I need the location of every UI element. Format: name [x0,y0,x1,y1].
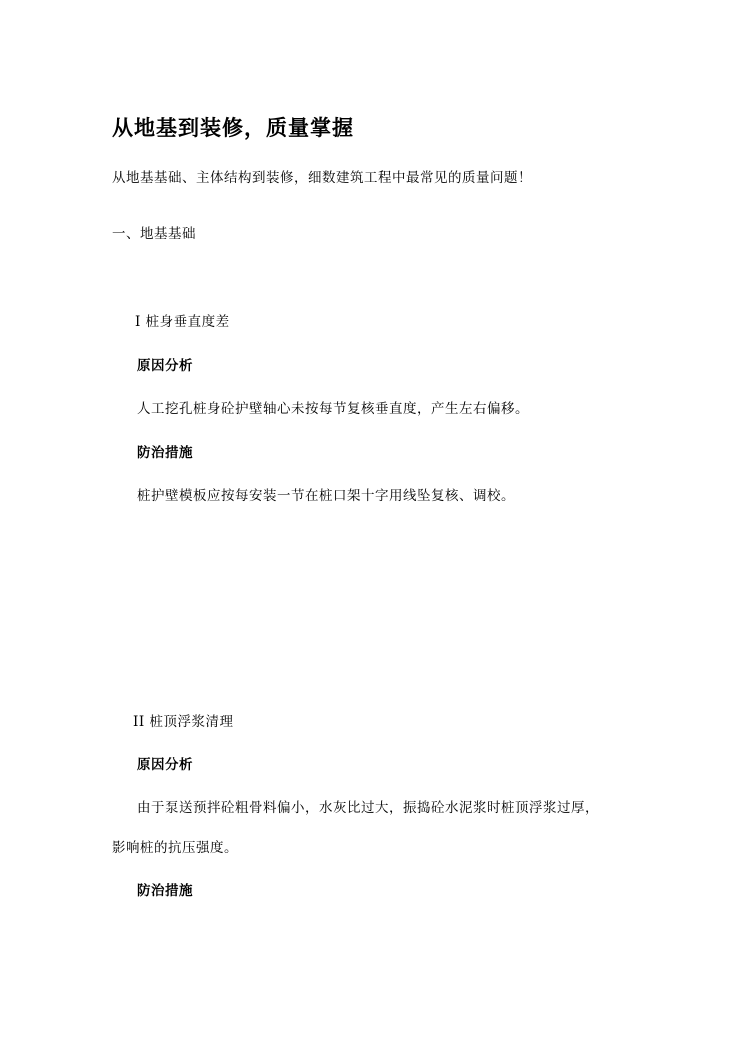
item-1-cause-label: 原因分析 [137,358,193,374]
item-2-cause-label: 原因分析 [137,757,193,773]
document-title: 从地基到装修，质量掌握 [112,115,354,140]
item-1-heading: I 桩身垂直度差 [135,314,230,330]
item-1-cause-text: 人工挖孔桩身砼护壁轴心未按每节复核垂直度，产生左右偏移。 [137,401,529,417]
item-2-heading: II 桩顶浮浆清理 [133,714,234,730]
item-2-measure-label: 防治措施 [137,883,193,899]
item-1-measure-text: 桩护壁模板应按每安装一节在桩口架十字用线坠复核、调校。 [137,488,515,504]
item-1-measure-label: 防治措施 [137,445,193,461]
item-2-cause-text-line-2: 影响桩的抗压强度。 [112,840,238,856]
section-1-heading: 一、地基基础 [112,226,196,242]
item-2-cause-text-line-1: 由于泵送预拌砼粗骨料偏小，水灰比过大，振捣砼水泥浆时桩顶浮浆过厚， [137,800,599,816]
intro-paragraph: 从地基基础、主体结构到装修，细数建筑工程中最常见的质量问题！ [112,170,532,186]
